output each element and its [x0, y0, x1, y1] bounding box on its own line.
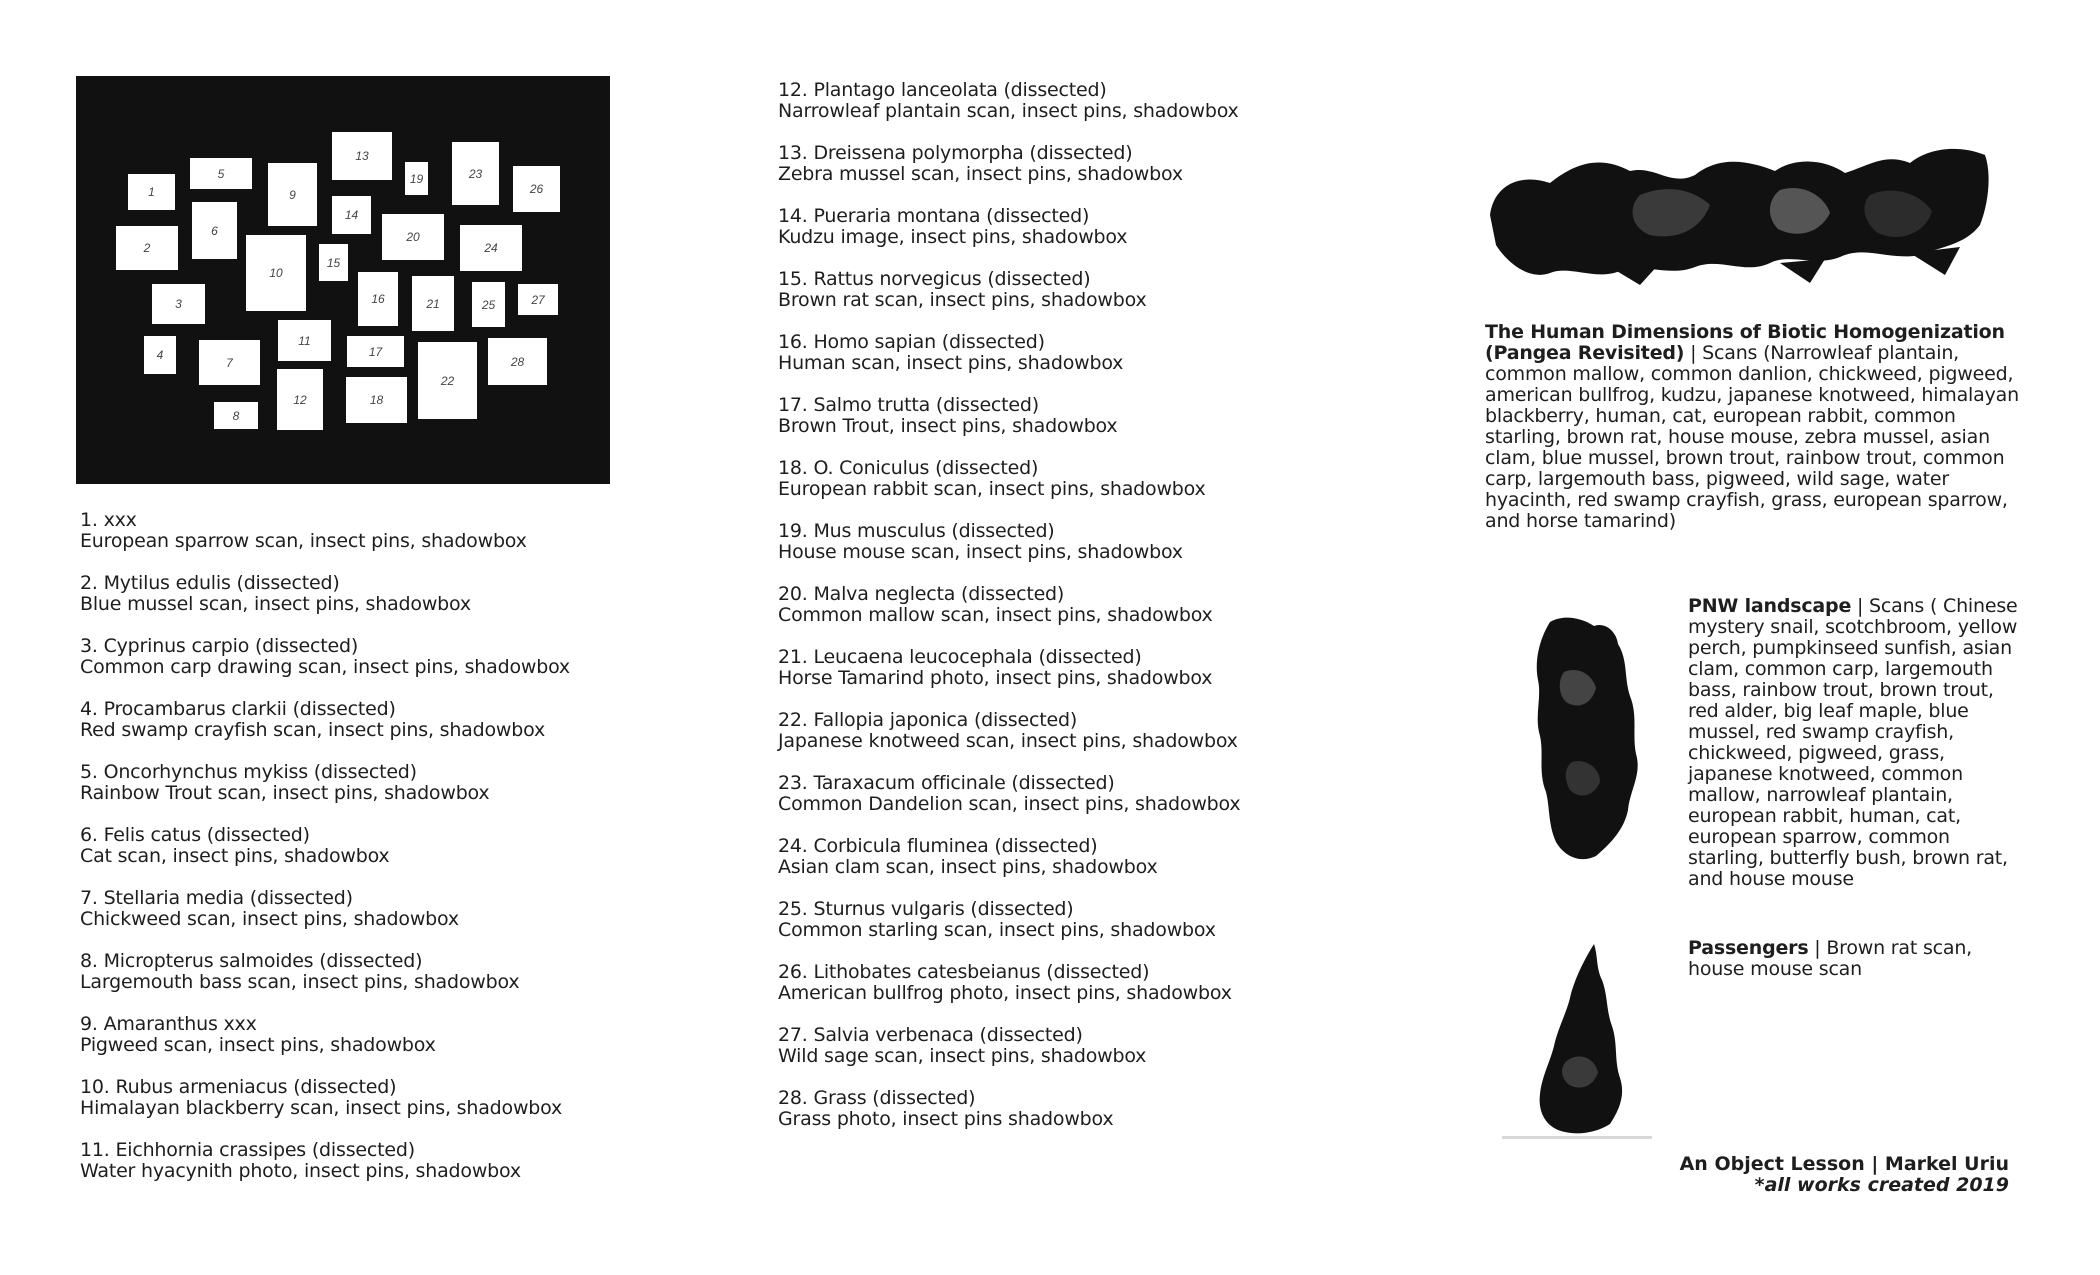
- caption-separator: |: [1851, 595, 1870, 617]
- entry-description: Largemouth bass scan, insect pins, shadowbox: [80, 971, 520, 993]
- entry-description: Cat scan, insect pins, shadowbox: [80, 845, 390, 867]
- pnw-landscape-artwork-image: [1520, 612, 1650, 864]
- entry-description: Kudzu image, insect pins, shadowbox: [778, 226, 1128, 248]
- map-cell-24: 24: [460, 225, 522, 271]
- entry-title: 4. Procambarus clarkii (dissected): [80, 698, 396, 720]
- list-item: [778, 1025, 1146, 1067]
- map-cell-20: 20: [382, 214, 444, 260]
- list-item: [778, 899, 1216, 941]
- entry-title: 1. xxx: [80, 509, 137, 531]
- map-cell-22: 22: [418, 342, 477, 419]
- map-cell-9: 9: [268, 163, 317, 226]
- entry-description: Water hyacynith photo, insect pins, shadowbox: [80, 1160, 521, 1182]
- list-item: [778, 206, 1127, 248]
- entry-description: Chickweed scan, insect pins, shadowbox: [80, 908, 459, 930]
- entry-description: Common carp drawing scan, insect pins, shadowbox: [80, 656, 570, 678]
- entry-description: Common Dandelion scan, insect pins, shadowbox: [778, 793, 1241, 815]
- map-cell-21: 21: [412, 276, 454, 331]
- caption-separator: |: [1808, 937, 1827, 959]
- entry-description: House mouse scan, insect pins, shadowbox: [778, 541, 1183, 563]
- entry-description: Common starling scan, insect pins, shadowbox: [778, 919, 1216, 941]
- passengers-artwork-image: [1498, 940, 1658, 1150]
- map-cell-13: 13: [332, 132, 392, 180]
- map-cell-4: 4: [144, 336, 176, 374]
- entry-title: 3. Cyprinus carpio (dissected): [80, 635, 359, 657]
- map-cell-23: 23: [452, 142, 499, 205]
- list-item: [778, 773, 1240, 815]
- credit-note: *all works created 2019: [1754, 1174, 2009, 1196]
- map-cell-12: 12: [277, 369, 323, 430]
- list-item: [778, 584, 1213, 626]
- map-cell-11: 11: [278, 320, 331, 361]
- entry-title: 7. Stellaria media (dissected): [80, 887, 353, 909]
- map-cell-2: 2: [116, 226, 178, 270]
- list-item: [778, 395, 1117, 437]
- entry-title: 14. Pueraria montana (dissected): [778, 205, 1090, 227]
- entry-title: 22. Fallopia japonica (dissected): [778, 709, 1078, 731]
- list-item: [778, 647, 1212, 689]
- list-item: [778, 1088, 1113, 1130]
- entry-description: European sparrow scan, insect pins, shadowbox: [80, 530, 527, 552]
- entry-description: Himalayan blackberry scan, insect pins, shadowbox: [80, 1097, 563, 1119]
- entry-description: Zebra mussel scan, insect pins, shadowbox: [778, 163, 1183, 185]
- map-cell-16: 16: [358, 272, 398, 326]
- map-cell-14: 14: [332, 196, 371, 234]
- entry-description: Common mallow scan, insect pins, shadowbox: [778, 604, 1213, 626]
- pangea-caption: [1485, 322, 2030, 532]
- entry-title: 27. Salvia verbenaca (dissected): [778, 1024, 1083, 1046]
- list-item: [778, 710, 1238, 752]
- passengers-description: Brown rat scan, house mouse scan: [1688, 937, 1973, 980]
- entry-title: 21. Leucaena leucocephala (dissected): [778, 646, 1142, 668]
- map-cell-15: 15: [319, 244, 348, 281]
- credit-block: [1680, 1154, 2009, 1196]
- list-item: [778, 836, 1157, 878]
- list-item: [778, 80, 1239, 122]
- entry-title: 5. Oncorhynchus mykiss (dissected): [80, 761, 417, 783]
- list-item: [778, 269, 1147, 311]
- entry-title: 18. O. Coniculus (dissected): [778, 457, 1039, 479]
- list-item: [778, 962, 1232, 1004]
- list-item: [80, 888, 459, 930]
- map-cell-1: 1: [128, 174, 175, 210]
- entry-title: 17. Salmo trutta (dissected): [778, 394, 1039, 416]
- entry-description: Blue mussel scan, insect pins, shadowbox: [80, 593, 471, 615]
- list-item: [80, 636, 570, 678]
- entry-title: 20. Malva neglecta (dissected): [778, 583, 1065, 605]
- list-item: [80, 1014, 436, 1056]
- entry-title: 16. Homo sapian (dissected): [778, 331, 1045, 353]
- entry-description: Grass photo, insect pins shadowbox: [778, 1108, 1114, 1130]
- map-cell-18: 18: [346, 377, 407, 423]
- entry-description: Japanese knotweed scan, insect pins, shadowbox: [778, 730, 1238, 752]
- map-cell-10: 10: [246, 235, 306, 311]
- entry-description: Rainbow Trout scan, insect pins, shadowbox: [80, 782, 490, 804]
- entry-title: 6. Felis catus (dissected): [80, 824, 310, 846]
- list-item: [778, 458, 1206, 500]
- list-item: [778, 143, 1183, 185]
- entry-title: 24. Corbicula fluminea (dissected): [778, 835, 1098, 857]
- entry-title: 8. Micropterus salmoides (dissected): [80, 950, 423, 972]
- list-item: [80, 1077, 562, 1119]
- map-cell-28: 28: [488, 338, 547, 385]
- list-item: [80, 510, 527, 552]
- passengers-caption: [1688, 938, 1978, 980]
- entry-title: 11. Eichhornia crassipes (dissected): [80, 1139, 415, 1161]
- entry-description: Brown Trout, insect pins, shadowbox: [778, 415, 1118, 437]
- entry-description: Pigweed scan, insect pins, shadowbox: [80, 1034, 436, 1056]
- entry-title: 13. Dreissena polymorpha (dissected): [778, 142, 1133, 164]
- list-item: [80, 825, 389, 867]
- list-item: [80, 762, 489, 804]
- entry-description: Narrowleaf plantain scan, insect pins, shadowbox: [778, 100, 1239, 122]
- entry-title: 23. Taraxacum officinale (dissected): [778, 772, 1115, 794]
- entry-title: 12. Plantago lanceolata (dissected): [778, 79, 1107, 101]
- credit-line: An Object Lesson | Markel Uriu: [1679, 1153, 2009, 1175]
- pnw-description: Scans ( Chinese mystery snail, scotchbroom, yellow perch, pumpkinseed sunfish, asian clam, common carp, largemouth bass, rainbow trout, brown trout, red alder, big leaf maple, blue mussel, red swamp crayfish, chickweed, pigweed, grass, japanese knotweed, common mallow, narrowleaf plantain, european rabbit, human, cat, european sparrow, common starling, butterfly bush, brown rat, and house mouse: [1688, 595, 2018, 890]
- map-cell-26: 26: [513, 166, 560, 212]
- entry-description: Horse Tamarind photo, insect pins, shadowbox: [778, 667, 1213, 689]
- pnw-caption: [1688, 596, 2030, 890]
- entry-title: 9. Amaranthus xxx: [80, 1013, 257, 1035]
- map-cell-17: 17: [347, 336, 404, 367]
- map-cell-8: 8: [214, 402, 258, 429]
- pangea-description: Scans (Narrowleaf plantain, common mallow, common danlion, chickweed, pigweed, american bullfrog, kudzu, japanese knotweed, himalayan blackberry, human, cat, european rabbit, common starling, brown rat, house mouse, zebra mussel, asian clam, blue mussel, brown trout, rainbow trout, common carp, largemouth bass, pigweed, wild sage, water hyacinth, red swamp crayfish, grass, european sparrow, and horse tamarind): [1485, 342, 2019, 532]
- entry-description: Wild sage scan, insect pins, shadowbox: [778, 1045, 1147, 1067]
- entry-title: 19. Mus musculus (dissected): [778, 520, 1055, 542]
- map-cell-6: 6: [192, 202, 237, 259]
- pangea-artwork-image: [1480, 135, 2000, 295]
- list-item: [778, 332, 1123, 374]
- list-item: [80, 951, 519, 993]
- entry-title: 15. Rattus norvegicus (dissected): [778, 268, 1091, 290]
- caption-separator: |: [1684, 342, 1703, 364]
- list-item: [80, 699, 545, 741]
- map-cell-19: 19: [405, 162, 428, 195]
- entry-description: European rabbit scan, insect pins, shadowbox: [778, 478, 1206, 500]
- entry-description: Asian clam scan, insect pins, shadowbox: [778, 856, 1158, 878]
- entry-title: 26. Lithobates catesbeianus (dissected): [778, 961, 1150, 983]
- pnw-title: PNW landscape: [1688, 595, 1852, 617]
- list-item: [778, 521, 1183, 563]
- entry-title: 25. Sturnus vulgaris (dissected): [778, 898, 1074, 920]
- list-item: [80, 573, 471, 615]
- entry-title: 28. Grass (dissected): [778, 1087, 976, 1109]
- passengers-title: Passengers: [1688, 937, 1809, 959]
- entry-description: American bullfrog photo, insect pins, shadowbox: [778, 982, 1232, 1004]
- map-cell-25: 25: [472, 282, 505, 327]
- shadowbox-layout-map: [76, 76, 610, 484]
- entry-description: Brown rat scan, insect pins, shadowbox: [778, 289, 1147, 311]
- entry-title: 10. Rubus armeniacus (dissected): [80, 1076, 397, 1098]
- map-cell-27: 27: [518, 284, 558, 315]
- entry-title: 2. Mytilus edulis (dissected): [80, 572, 340, 594]
- map-cell-7: 7: [199, 340, 260, 385]
- map-cell-5: 5: [190, 158, 252, 189]
- map-cell-3: 3: [152, 284, 205, 324]
- list-item: [80, 1140, 521, 1182]
- pangea-title: The Human Dimensions of Biotic Homogenization (Pangea Revisited): [1485, 321, 2005, 364]
- entry-description: Human scan, insect pins, shadowbox: [778, 352, 1124, 374]
- entry-description: Red swamp crayfish scan, insect pins, shadowbox: [80, 719, 545, 741]
